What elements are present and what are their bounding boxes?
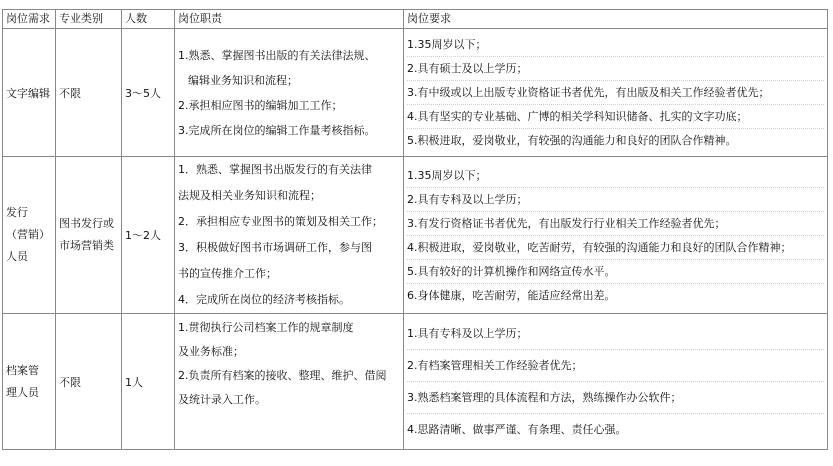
duty-item: [178, 316, 400, 364]
requirements-cell: [404, 157, 828, 314]
requirement-item: 5.积极进取，爱岗敬业，有较强的沟通能力和良好的团队合作精神。: [407, 134, 737, 147]
count-text: 1人: [125, 375, 143, 389]
requirement-item: 2.具有硕士及以上学历；: [407, 57, 824, 81]
header-requirements: 岗位要求: [404, 10, 828, 29]
count-text: 3～5人: [125, 86, 161, 100]
duty-line: 及业务标准；: [178, 345, 244, 358]
requirement-item: 3.熟悉档案管理的具体流程和方法，熟练操作办公软件；: [407, 382, 824, 414]
duty-line: 编辑业务知识和流程；: [188, 73, 298, 87]
requirement-item: 4.具有坚实的专业基础、广博的相关学科知识储备、扎实的文字功底；: [407, 105, 824, 129]
header-major: 专业类别: [56, 10, 122, 29]
duty-line: 3．积极做好图书市场调研工作，参与图: [178, 241, 372, 254]
table-row: [3, 157, 828, 314]
duties-list: [178, 157, 400, 313]
major-cell: [56, 314, 122, 450]
requirements-list: [407, 33, 824, 152]
header-count: 人数: [122, 10, 175, 29]
duties-cell: [175, 314, 404, 450]
duties-list: [178, 316, 400, 412]
job-requirements-table: [2, 9, 828, 450]
count-cell: [122, 314, 175, 450]
duty-line: 2．承担相应专业图书的策划及相关工作；: [178, 215, 383, 228]
requirement-item: 1.具有专科及以上学历；: [407, 318, 824, 350]
position-text: 文字编辑: [6, 86, 50, 100]
header-position: 岗位需求: [3, 10, 56, 29]
duty-item: [178, 364, 400, 412]
table-header-row: [3, 10, 828, 29]
count-cell: [122, 157, 175, 314]
duty-item: [178, 209, 400, 235]
requirement-item: 6.身体健康，吃苦耐劳，能适应经常出差。: [407, 288, 616, 302]
requirements-list: [407, 318, 824, 445]
duties-list: [178, 43, 400, 143]
position-cell: [3, 157, 56, 314]
duty-line: 及统计录入工作。: [178, 393, 266, 406]
requirement-item: 5.具有较好的计算机操作和网络宣传水平。: [407, 260, 824, 284]
requirement-item: 1.35周岁以下；: [407, 33, 824, 57]
requirement-item: 4.积极进取，爱岗敬业，吃苦耐劳，有较强的沟通能力和良好的团队合作精神；: [407, 236, 824, 260]
major-cell: [56, 157, 122, 314]
requirement-item: 2.有档案管理相关工作经验者优先；: [407, 350, 824, 382]
duty-item: [178, 43, 400, 93]
position-text: 理人员: [6, 385, 39, 399]
position-cell: [3, 314, 56, 450]
duty-item: [178, 118, 400, 143]
position-text: 人员: [6, 250, 28, 263]
position-text: （营销）: [6, 228, 50, 241]
duty-line: 2.承担相应图书的编辑加工工作；: [178, 98, 343, 112]
duty-line: 法规及相关业务知识和流程；: [178, 189, 321, 202]
duty-line: 1．熟悉、掌握图书出版发行的有关法律: [178, 163, 372, 176]
requirements-list: [407, 164, 824, 307]
requirement-item: 4.思路清晰、做事严谨、有条理、责任心强。: [407, 423, 627, 436]
requirement-item: 2.具有专科及以上学历；: [407, 188, 824, 212]
duty-line: 1.熟悉、掌握图书出版的有关法律法规、: [178, 48, 376, 62]
duty-item: [178, 287, 400, 313]
duty-line: 1.贯彻执行公司档案工作的规章制度: [178, 321, 354, 334]
major-cell: [56, 29, 122, 157]
position-text: 档案管: [6, 363, 39, 377]
position-text: 发行: [6, 206, 28, 219]
requirements-cell: [404, 314, 828, 450]
count-text: 1～2人: [125, 229, 161, 242]
duty-item: [178, 157, 400, 209]
duty-line: 书的宣传推介工作；: [178, 267, 277, 280]
major-text: 不限: [59, 86, 81, 100]
duty-line: 2.负责所有档案的接收、整理、维护、借阅: [178, 369, 387, 382]
requirements-cell: [404, 29, 828, 157]
count-cell: [122, 29, 175, 157]
duty-line: 4．完成所在岗位的经济考核指标。: [178, 293, 350, 306]
major-text: 不限: [59, 375, 81, 389]
duties-cell: [175, 29, 404, 157]
requirement-item: 3.有中级或以上出版专业资格证书者优先，有出版及相关工作经验者优先；: [407, 81, 824, 105]
major-text: 图书发行或: [59, 217, 114, 230]
table-row: [3, 314, 828, 450]
requirement-item: 1.35周岁以下；: [407, 164, 824, 188]
major-text: 市场营销类: [59, 239, 114, 252]
requirement-item: 3.有发行资格证书者优先，有出版发行行业相关工作经验者优先；: [407, 212, 824, 236]
header-duties: 岗位职责: [175, 10, 404, 29]
duties-cell: [175, 157, 404, 314]
duty-item: [178, 235, 400, 287]
duty-line: 3.完成所在岗位的编辑工作量考核指标。: [178, 123, 376, 137]
position-cell: [3, 29, 56, 157]
table-row: [3, 29, 828, 157]
duty-item: [178, 93, 400, 118]
